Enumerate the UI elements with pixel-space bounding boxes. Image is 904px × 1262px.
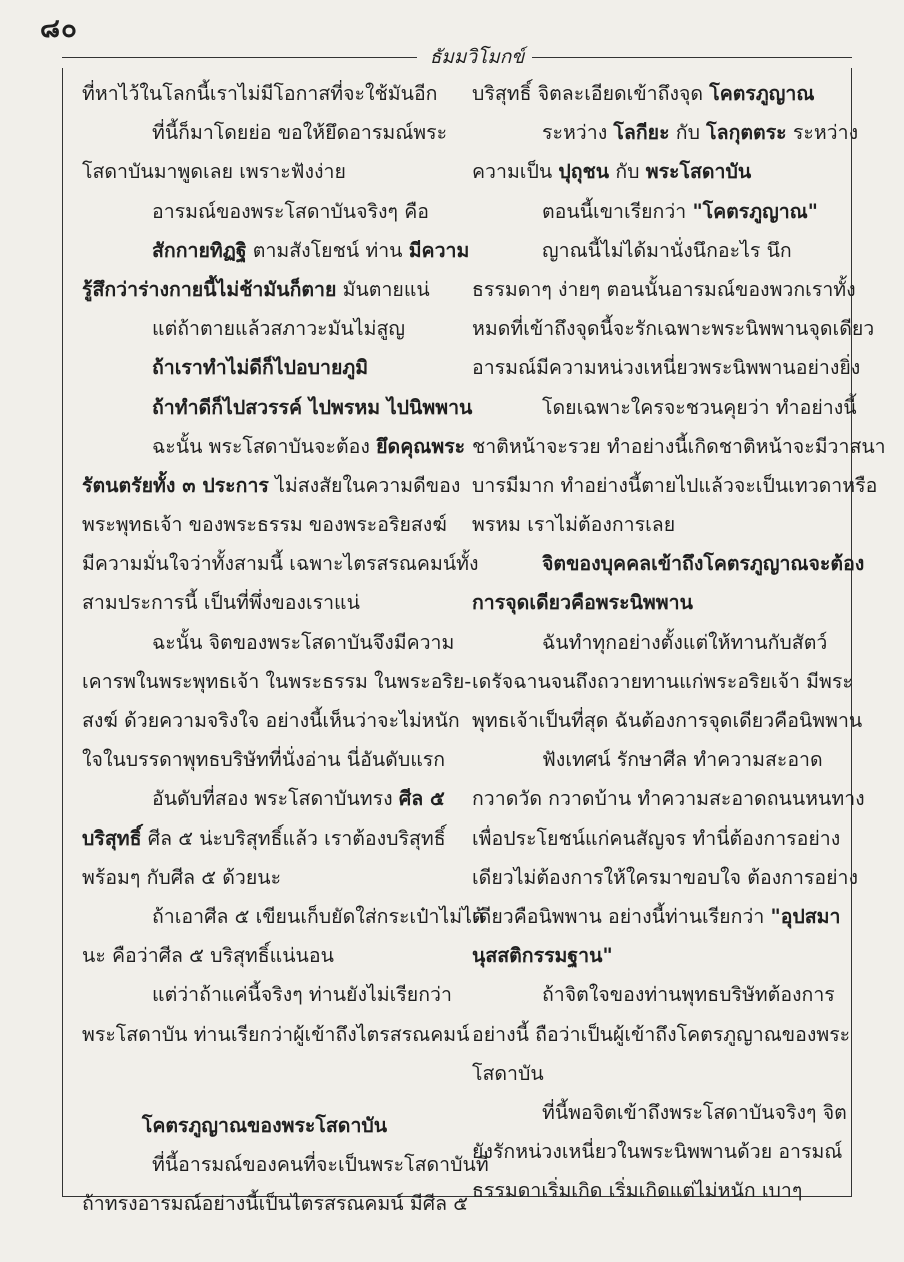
- text-line: สามประการนี้ เป็นที่พึ่งของเราแน่: [82, 591, 360, 615]
- text-line: ฉันทำทุกอย่างตั้งแต่ให้ทานกับสัตว์: [542, 630, 828, 654]
- text-line: สงฆ์ ด้วยความจริงใจ อย่างนี้เห็นว่าจะไม่หนัก: [82, 709, 460, 732]
- text-line: ถ้าทรงอารมณ์อย่างนี้เป็นไตรสรณคมน์ มีศีล ๕: [82, 1192, 468, 1216]
- text-line: พุทธเจ้าเป็นที่สุด ฉันต้องการจุดเดียวคือนิพพาน: [472, 709, 863, 732]
- text-line: ถ้าเราทำไม่ดีก็ไปอบายภูมิ: [152, 356, 369, 380]
- text-line: แต่ถ้าตายแล้วสภาวะมันไม่สูญ: [152, 317, 405, 341]
- header-rule-right: [532, 57, 852, 58]
- text-line: ฟังเทศน์ รักษาศีล ทำความสะอาด: [542, 748, 823, 772]
- text-line: อารมณ์ของพระโสดาบันจริงๆ คือ: [152, 199, 429, 223]
- text-line: ธรรมดาๆ ง่ายๆ ตอนนั้นอารมณ์ของพวกเราทั้ง: [472, 277, 856, 301]
- text-line: โสดาบัน: [472, 1061, 544, 1085]
- text-line: เดียวคือนิพพาน อย่างนี้ท่านเรียกว่า "อุปสมา: [472, 904, 841, 928]
- text-line: ถ้าจิตใจของท่านพุทธบริษัทต้องการ: [542, 983, 835, 1007]
- text-line: สักกายทิฏฐิ ตามสังโยชน์ ท่าน มีความ: [152, 238, 470, 262]
- text-line: ใจในบรรดาพุทธบริษัทที่นั่งอ่าน นี่อันดับแรก: [82, 748, 446, 772]
- text-line: หมดที่เข้าถึงจุดนี้จะรักเฉพาะพระนิพพานจุดเดียว: [472, 317, 875, 341]
- text-line: ความเป็น ปุถุชน กับ พระโสดาบัน: [472, 160, 752, 184]
- text-line: ชาติหน้าจะรวย ทำอย่างนี้เกิดชาติหน้าจะมีวาสนา: [472, 434, 886, 458]
- text-line: ฉะนั้น จิตของพระโสดาบันจึงมีความ: [152, 630, 455, 654]
- running-header-title: ธัมมวิโมกข์: [429, 46, 525, 68]
- header-rule-left: [62, 57, 417, 58]
- text-line: ถ้าทำดีก็ไปสวรรค์ ไปพรหม ไปนิพพาน: [152, 395, 473, 419]
- section-heading: จิตของบุคคลเข้าถึงโคตรภูญาณจะต้อง: [542, 552, 865, 576]
- text-line: พรหม เราไม่ต้องการเลย: [472, 513, 676, 537]
- text-line: ญาณนี้ไม่ได้มานั่งนึกอะไร นึก: [542, 238, 792, 262]
- text-line: แต่ว่าถ้าแค่นี้จริงๆ ท่านยังไม่เรียกว่า: [152, 983, 452, 1007]
- text-line: เพื่อประโยชน์แก่คนสัญจร ทำนี่ต้องการอย่าง: [472, 826, 841, 850]
- text-line: โสดาบันมาพูดเลย เพราะฟังง่าย: [82, 160, 346, 184]
- text-line: รัตนตรัยทั้ง ๓ ประการ ไม่สงสัยในความดีของ: [82, 473, 461, 497]
- section-heading: การจุดเดียวคือพระนิพพาน: [472, 591, 693, 615]
- text-line: ที่นี้พอจิตเข้าถึงพระโสดาบันจริงๆ จิต: [542, 1100, 847, 1124]
- text-line: ที่นี้ก็มาโดยย่อ ขอให้ยึดอารมณ์พระ: [152, 121, 448, 145]
- text-line: ระหว่าง โลกียะ กับ โลกุตตระ ระหว่าง: [542, 121, 859, 145]
- running-header: [62, 42, 852, 68]
- left-column: [82, 74, 489, 1223]
- right-column: [472, 74, 886, 1210]
- text-line: ที่หาไว้ในโลกนี้เราไม่มีโอกาสที่จะใช้มันอีก: [82, 82, 438, 105]
- text-line: อันดับที่สอง พระโสดาบันทรง ศีล ๕: [152, 787, 445, 811]
- text-line: รู้สึกว่าร่างกายนี้ไม่ช้ามันก็ตาย มันตายแน่: [82, 277, 430, 301]
- text-line: ถ้าเอาศีล ๕ เขียนเก็บยัดใส่กระเป๋าไม่ได้: [152, 904, 485, 928]
- text-line: เคารพในพระพุทธเจ้า ในพระธรรม ในพระอริย-: [82, 669, 472, 693]
- text-line: พระโสดาบัน ท่านเรียกว่าผู้เข้าถึงไตรสรณคมน์: [82, 1022, 470, 1046]
- text-line: อารมณ์มีความหน่วงเหนี่ยวพระนิพพานอย่างยิ่ง: [472, 356, 861, 380]
- text-line: นะ คือว่าศีล ๕ บริสุทธิ์แน่นอน: [82, 944, 334, 968]
- text-line: อย่างนี้ ถือว่าเป็นผู้เข้าถึงโคตรภูญาณของพระ: [472, 1022, 851, 1046]
- text-line: กวาดวัด กวาดบ้าน ทำความสะอาดถนนหนทาง: [472, 787, 865, 811]
- text-line: พระพุทธเจ้า ของพระธรรม ของพระอริยสงฆ์: [82, 513, 447, 537]
- text-line: ที่นี้อารมณ์ของคนที่จะเป็นพระโสดาบันที่: [152, 1152, 489, 1176]
- page-number: ๘๐: [40, 14, 78, 44]
- text-line: บริสุทธิ์ จิตละเอียดเข้าถึงจุด โคตรภูญาณ: [472, 82, 815, 105]
- text-line: มีความมั่นใจว่าทั้งสามนี้ เฉพาะไตรสรณคมน์ทั้ง: [82, 552, 479, 576]
- text-line: พร้อมๆ กับศีล ๕ ด้วยนะ: [82, 865, 282, 889]
- text-line: นุสสติกรรมฐาน": [472, 944, 613, 968]
- text-line: ยังรักหน่วงเหนี่ยวในพระนิพพานด้วย อารมณ์: [472, 1140, 843, 1164]
- section-heading: โคตรภูญาณของพระโสดาบัน: [141, 1113, 388, 1137]
- blank-line: [82, 1054, 447, 1106]
- text-line: ตอนนี้เขาเรียกว่า "โคตรภูญาณ": [542, 199, 818, 223]
- text-line: โดยเฉพาะใครจะชวนคุยว่า ทำอย่างนี้: [542, 395, 857, 419]
- text-line: เดรัจฉานจนถึงถวายทานแก่พระอริยเจ้า มีพระ: [472, 669, 853, 693]
- text-line: เดียวไม่ต้องการให้ใครมาขอบใจ ต้องการอย่าง: [472, 865, 859, 889]
- text-line: บารมีมาก ทำอย่างนี้ตายไปแล้วจะเป็นเทวดาหรือ: [472, 473, 878, 497]
- text-line: ธรรมดาเริ่มเกิด เริ่มเกิดแต่ไม่หนัก เบาๆ: [472, 1179, 803, 1203]
- text-line: ฉะนั้น พระโสดาบันจะต้อง ยึดคุณพระ: [152, 434, 466, 458]
- text-line: บริสุทธิ์ ศีล ๕ น่ะบริสุทธิ์แล้ว เราต้องบริสุทธิ์: [82, 826, 446, 850]
